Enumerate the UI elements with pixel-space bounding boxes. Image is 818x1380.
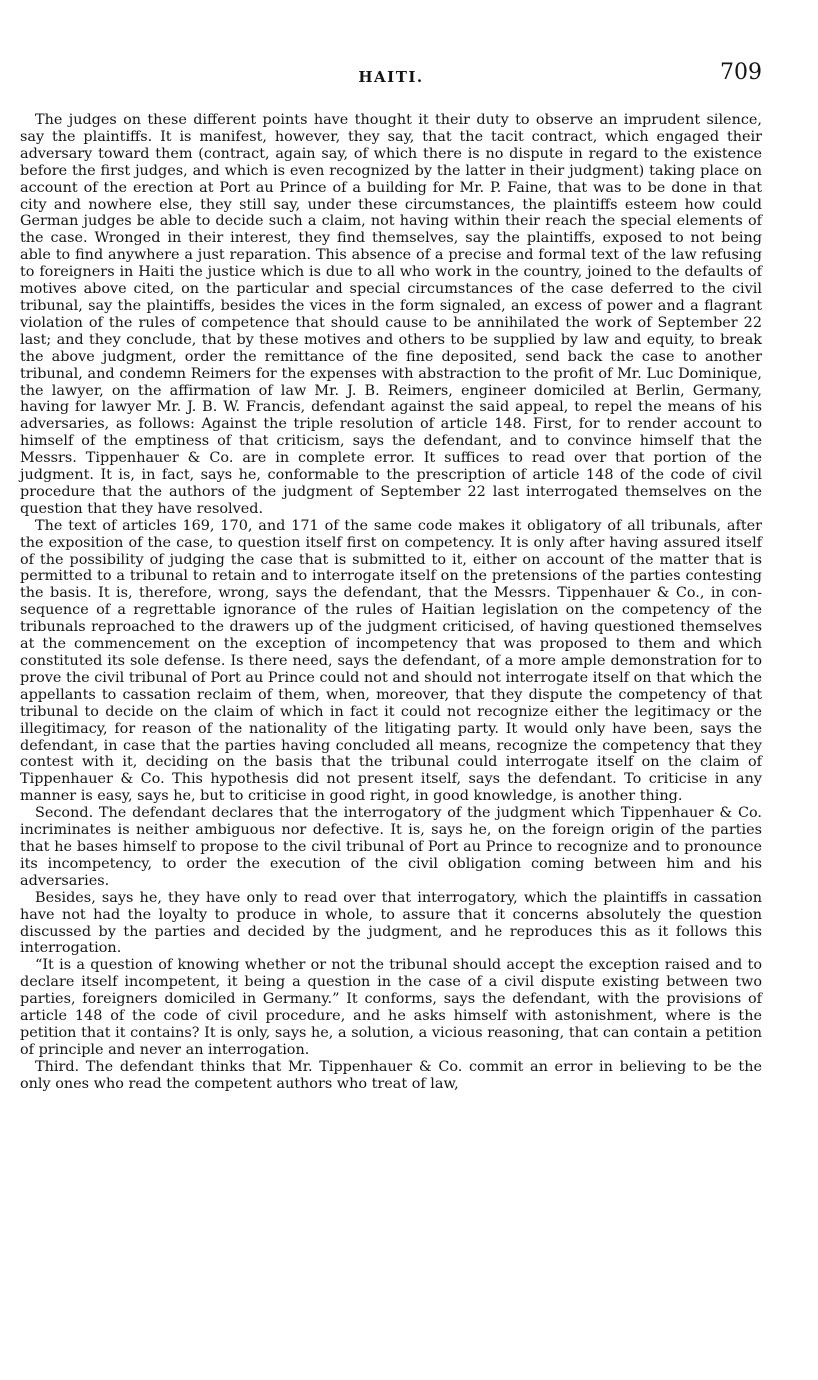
running-head: HAITI. [358, 68, 424, 86]
paragraph: “It is a question of knowing whether or not the tribunal should accept the exception raised and to declare itself incompetent, it being a question in the case of a civil dispute existing between two parties, foreigners domiciled in Germany.” It conforms, says the defendant, with the provisions of article 148 of the code of civil procedure, and he asks himself with astonishment, where is the petition that it contains? It is only, says he, a solution, a vicious reasoning, that can contain a petition of principle and never an interrogation. [20, 957, 762, 1058]
page-header [20, 60, 762, 112]
paragraph: The judges on these different points have thought it their duty to observe an imprudent silence, say the plaintiffs. It is manifest, however, they say, that the tacit contract, which engaged their adversary toward them (contract, again say, of which there is no dispute in regard to the existence before the first judges, and which is even recognized by the latter in their judgment) taking place on account of the erection at Port au Prince of a building for Mr. P. Faine, that was to be done in that city and nowhere else, they still say, under these circumstances, the plaintiffs esteem how could German judges be able to decide such a claim, not having within their reach the special elements of the case. Wronged in their interest, they find themselves, say the plaintiffs, exposed to not being able to find anywhere a just reparation. This absence of a precise and formal text of the law refusing to foreigners in Haiti the justice which is due to all who work in the country, joined to the defaults of motives above cited, on the particular and special circumstances of the case deferred to the civil tribunal, say the plaintiffs, besides the vices in the form signaled, an excess of power and a flagrant violation of the rules of competence that should cause to be annihilated the work of September 22 last; and they conclude, that by these motives and others to be supplied by law and equity, to break the above judgment, order the remittance of the fine deposited, send back the case to another tribunal, and condemn Reimers for the expenses with abstraction to the profit of Mr. Luc Dominique, the lawyer, on the affirmation of law Mr. J. B. Reimers, engineer domiciled at Berlin, Germany, having for lawyer Mr. J. B. W. Francis, defendant against the said appeal, to repel the means of his adversaries, as follows: Against the triple resolution of article 148. First, for to render account to himself of the emptiness of that criticism, says the defendant, and to convince himself that the Messrs. Tippenhauer & Co. are in complete error. It suffices to read over that portion of the judgment. It is, in fact, says he, conformable to the prescription of article 148 of the code of civil procedure that the authors of the judgment of September 22 last interrogated themselves on the question that they have resolved. [20, 112, 762, 517]
paragraph: The text of articles 169, 170, and 171 of the same code makes it obligatory of all tribunals, after the exposition of the case, to question itself first on competency. It is only after having assured itself of the possibility of judging the case that is submitted to it, either on account of the matter that is permitted to a tribunal to retain and to interrogate itself on the pretensions of the parties contesting the basis. It is, therefore, wrong, says the defendant, that the Messrs. Tippenhauer & Co., in consequence of a regrettable ignorance of the rules of Haitian legislation on the competency of the tribunals reproached to the drawers up of the judgment criticised, of having questioned themselves at the commencement on the exception of incompetency that was proposed to them and which constituted its sole defense. Is there need, says the defendant, of a more ample demonstration for to prove the civil tribunal of Port au Prince could not and should not interrogate itself on that which the appellants to cassation reclaim of them, when, moreover, that they dispute the competency of that tribunal to decide on the claim of which in fact it could not recognize either the legitimacy or the illegitimacy, for reason of the nationality of the litigating party. It would only have been, says the defendant, in case that the parties having concluded all means, recognize the competency that they contest with it, deciding on the basis that the tribunal could interrogate itself on the claim of Tippenhauer & Co. This hypothesis did not present itself, says the defendant. To criticise in any manner is easy, says he, but to criticise in good right, in good knowledge, is another thing. [20, 517, 762, 805]
paragraph: Third. The defendant thinks that Mr. Tippenhauer & Co. commit an error in believing to be the only ones who read the competent authors who treat of law, [20, 1058, 762, 1092]
paragraph: Besides, says he, they have only to read over that interrogatory, which the plaintiffs in cassation have not had the loyalty to produce in whole, to assure that it concerns absolutely the question discussed by the parties and decided by the judgment, and he reproduces this as it follows this interrogation. [20, 889, 762, 957]
paragraph: Second. The defendant declares that the interrogatory of the judgment which Tippenhauer & Co. incriminates is neither ambiguous nor defective. It is, says he, on the foreign origin of the parties that he bases himself to propose to the civil tribunal of Port au Prince to recognize and to pronounce its incompetency, to order the execution of the civil obligation coming between him and his adversaries. [20, 805, 762, 889]
page-number: 709 [720, 60, 762, 85]
body-text [20, 112, 762, 1093]
